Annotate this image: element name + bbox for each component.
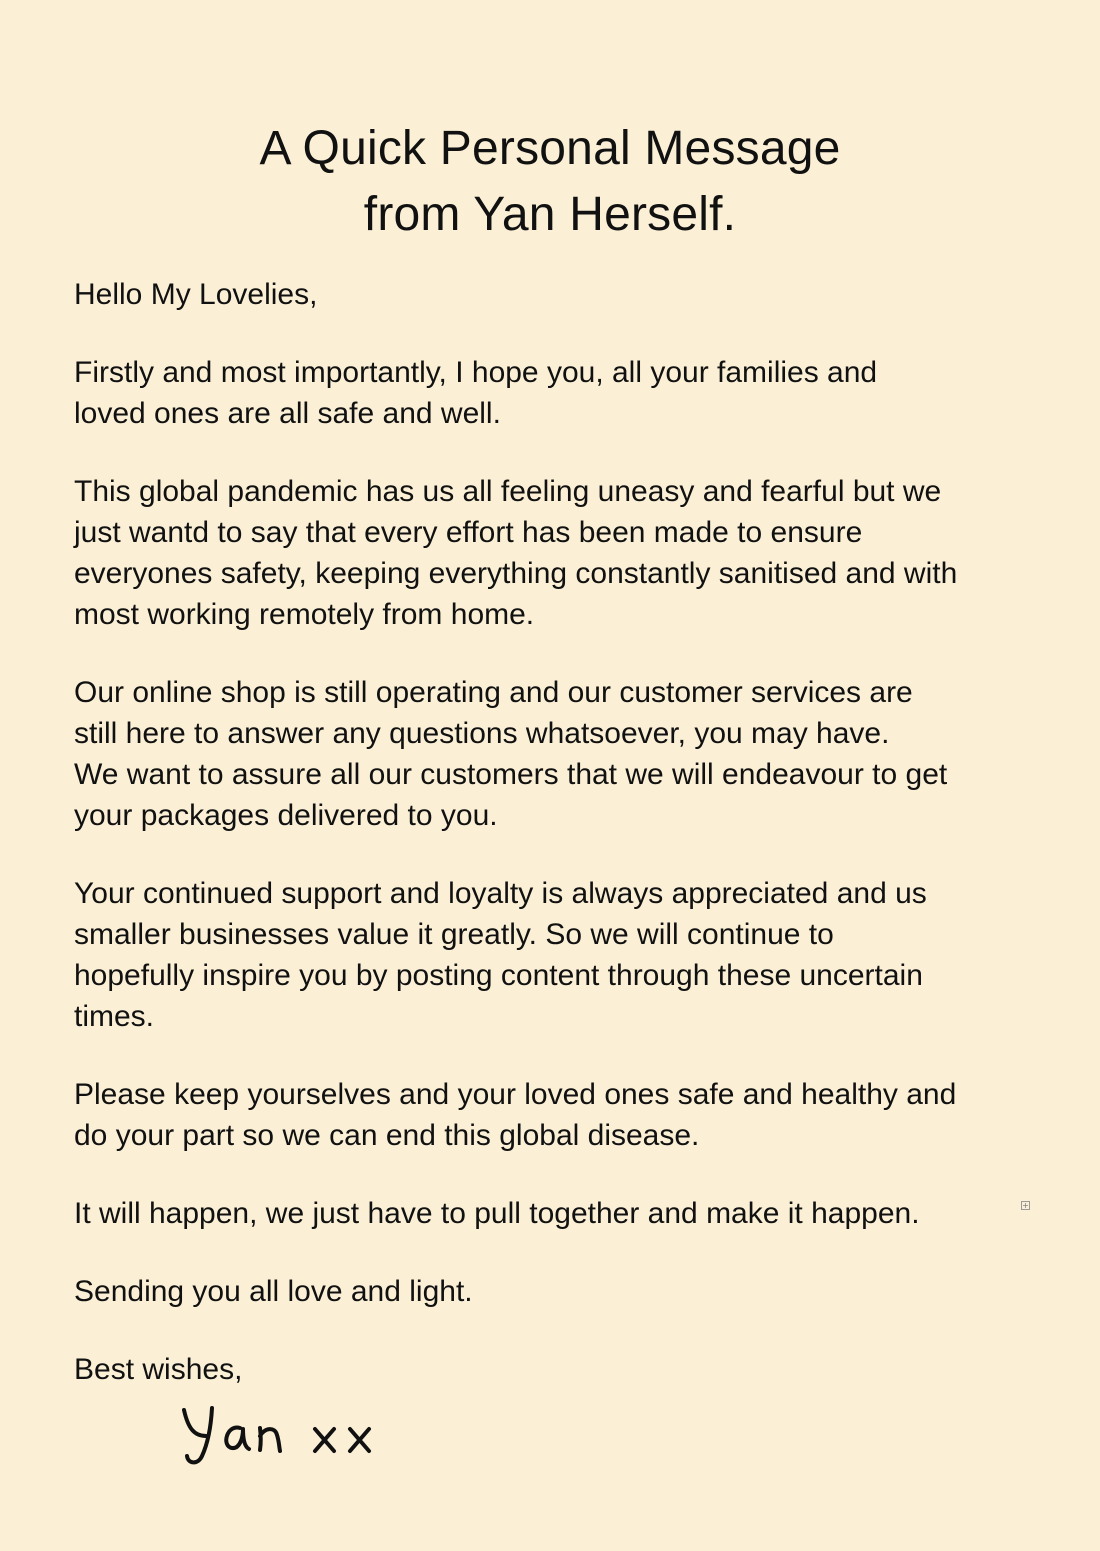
text-line: Your continued support and loyalty is always appreciated and us xyxy=(74,877,927,910)
closing xyxy=(74,1349,1034,1390)
title-line-2: from Yan Herself. xyxy=(363,188,737,241)
text-line: Sending you all love and light. xyxy=(74,1275,473,1308)
text-line: This global pandemic has us all feeling uneasy and fearful but we xyxy=(74,475,942,508)
letter-body xyxy=(74,274,1034,1427)
text-line: times. xyxy=(74,1000,155,1033)
paragraph-wellbeing xyxy=(74,352,1034,434)
signature-drawing xyxy=(176,1398,416,1468)
paragraph-love xyxy=(74,1271,1034,1312)
letter-title xyxy=(0,116,1100,248)
text-line: hopefully inspire you by posting content through these uncertain xyxy=(74,959,923,992)
text-line: Please keep yourselves and your loved ones safe and healthy and xyxy=(74,1078,957,1111)
add-box-icon[interactable]: + xyxy=(1022,1201,1029,1210)
greeting-line: Hello My Lovelies, xyxy=(74,278,318,311)
text-line: It will happen, we just have to pull together and make it happen. xyxy=(74,1197,920,1230)
text-line: Our online shop is still operating and our customer services are xyxy=(74,676,913,709)
text-line: do your part so we can end this global disease. xyxy=(74,1119,700,1152)
closing-line: Best wishes, xyxy=(74,1353,243,1386)
paragraph-support xyxy=(74,873,1034,1037)
text-line: We want to assure all our customers that we will endeavour to get xyxy=(74,758,948,791)
paragraph-together xyxy=(74,1193,1034,1234)
handwritten-signature xyxy=(176,1398,416,1468)
title-line-1: A Quick Personal Message xyxy=(259,122,841,175)
text-line: most working remotely from home. xyxy=(74,598,535,631)
text-line: just wantd to say that every effort has been made to ensure xyxy=(74,516,863,549)
text-line: smaller businesses value it greatly. So we will continue to xyxy=(74,918,834,951)
paragraph-safety xyxy=(74,1074,1034,1156)
text-line: your packages delivered to you. xyxy=(74,799,498,832)
text-line: everyones safety, keeping everything constantly sanitised and with xyxy=(74,557,958,590)
paragraph-shop xyxy=(74,672,1034,836)
greeting xyxy=(74,274,1034,315)
text-line: loved ones are all safe and well. xyxy=(74,397,501,430)
text-line: still here to answer any questions whatsoever, you may have. xyxy=(74,717,890,750)
paragraph-pandemic xyxy=(74,471,1034,635)
text-line: Firstly and most importantly, I hope you, all your families and xyxy=(74,356,878,389)
